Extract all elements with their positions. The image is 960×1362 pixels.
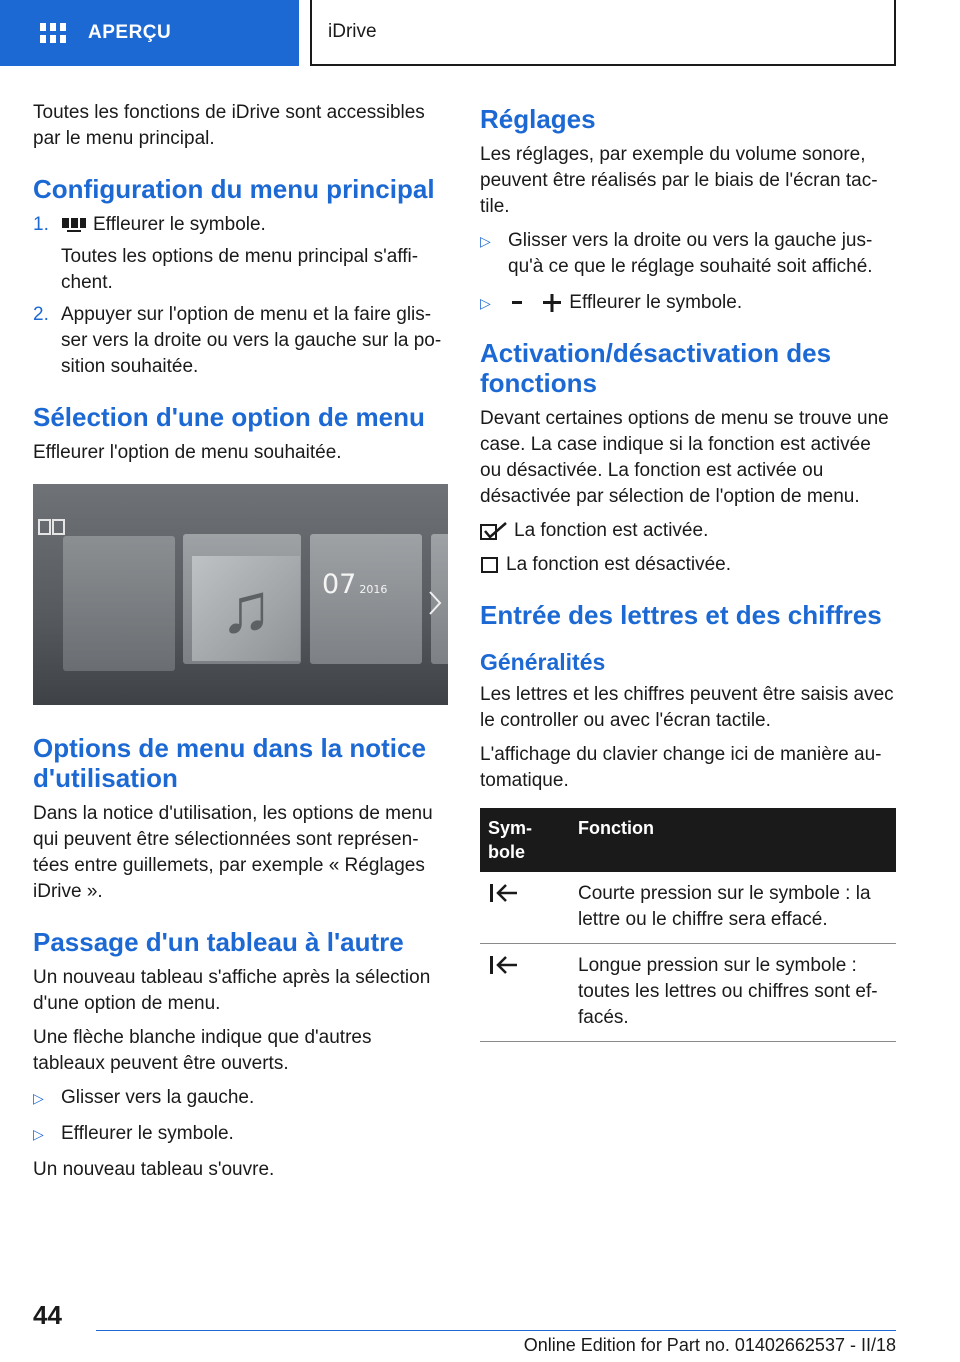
step-1-text: Effleurer le symbole.	[93, 214, 266, 235]
plus-icon	[541, 293, 563, 313]
backspace-icon	[488, 953, 520, 977]
generalites-text-1: Les lettres et les chiffres peuvent être saisis avec le controller ou avec l'écran tactile.	[480, 684, 894, 731]
screen-top-icon	[37, 516, 67, 538]
table-cell-symbol	[480, 944, 570, 1042]
chevron-right-icon[interactable]	[428, 590, 442, 616]
checkbox-empty-icon	[480, 555, 500, 575]
table-header-function: Fonction	[570, 808, 896, 872]
calendar-year: 2016	[359, 583, 388, 596]
table-cell-function: Courte pression sur le symbole : la lettre ou le chiffre sera effacé.	[570, 872, 896, 944]
step-2-text: Appuyer sur l'option de menu et la faire glisser vers la droite ou vers la gauche sur la position souhaitée.	[61, 304, 442, 377]
reglages-text: Les réglages, par exemple du volume sonore, peuvent être réalisés par le biais de l'écran tactile.	[480, 144, 878, 217]
list-item-text: Effleurer le symbole.	[61, 1123, 234, 1144]
step-2	[33, 302, 448, 380]
calendar-day: 07	[322, 569, 357, 600]
activated-text: La fonction est activée.	[514, 520, 709, 541]
table-header-symbol: Symbole	[480, 808, 570, 872]
heading-reglages: Réglages	[480, 104, 596, 134]
table-row	[480, 872, 896, 944]
heading-passage: Passage d'un tableau à l'autre	[33, 927, 404, 957]
calendar-date	[322, 569, 388, 603]
list-item-text: Glisser vers la gauche.	[61, 1087, 255, 1108]
left-column	[33, 100, 448, 1191]
list-item	[480, 228, 896, 280]
grid-icon	[40, 22, 66, 44]
minus-icon	[508, 293, 530, 313]
page-number: 44	[33, 1300, 62, 1330]
heading-select: Sélection d'une option de menu	[33, 402, 425, 432]
table-cell-symbol	[480, 872, 570, 944]
step-2-number: 2.	[33, 304, 49, 325]
activated-line	[480, 518, 896, 544]
passage-end-text: Un nouveau tableau s'ouvre.	[33, 1159, 275, 1180]
list-item	[33, 1121, 448, 1147]
options-text: Dans la notice d'utilisation, les options de menu qui peuvent être sélectionnées sont représentées entre guillemets, par exemple « Réglages iDrive ».	[33, 803, 433, 902]
main-menu-icon	[61, 217, 87, 233]
chapter-title	[310, 0, 896, 66]
passage-text-2: Une flèche blanche indique que d'autres tableaux peuvent être ouverts.	[33, 1027, 372, 1074]
heading-config: Configuration du menu principal	[33, 174, 435, 204]
symbol-table	[480, 808, 896, 1042]
heading-generalites: Généralités	[480, 649, 606, 675]
right-column	[480, 100, 896, 1042]
footer-divider	[96, 1330, 896, 1331]
triangle-bullet-icon: ▷	[33, 1090, 44, 1106]
heading-activation: Activation/désactivation des fonctions	[480, 338, 832, 398]
idrive-screen-image	[33, 484, 448, 705]
step-1-result: Toutes les options de menu principal s'affichent.	[61, 246, 419, 293]
chapter-title-text: iDrive	[328, 21, 377, 42]
overview-tab-label: APERÇU	[88, 22, 172, 43]
step-1	[33, 212, 448, 296]
generalites-text-2: L'affichage du clavier change ici de manière automatique.	[480, 744, 882, 791]
deactivated-line	[480, 552, 896, 578]
heading-entree: Entrée des lettres et des chiffres	[480, 600, 882, 630]
list-item-text: Effleurer le symbole.	[569, 292, 743, 313]
triangle-bullet-icon: ▷	[480, 233, 491, 249]
menu-tile-vehicle	[63, 536, 175, 671]
intro-text: Toutes les fonctions de iDrive sont accessibles par le menu principal.	[33, 102, 425, 149]
overview-tab[interactable]	[0, 0, 299, 66]
checkbox-checked-icon	[480, 521, 508, 541]
passage-text-1: Un nouveau tableau s'affiche après la sélection d'une option de menu.	[33, 967, 431, 1014]
heading-options: Options de menu dans la notice d'utilisation	[33, 733, 426, 793]
triangle-bullet-icon: ▷	[480, 295, 491, 311]
triangle-bullet-icon: ▷	[33, 1126, 44, 1142]
backspace-icon	[488, 881, 520, 905]
table-row	[480, 944, 896, 1042]
list-item-text: Glisser vers la droite ou vers la gauche jusqu'à ce que le réglage souhaité soit affiché.	[508, 230, 873, 277]
music-note-icon: ♫	[192, 556, 300, 661]
deactivated-text: La fonction est désactivée.	[506, 554, 731, 575]
select-text: Effleurer l'option de menu souhaitée.	[33, 442, 342, 463]
list-item	[480, 290, 896, 316]
step-1-number: 1.	[33, 214, 49, 235]
edition-footer: Online Edition for Part no. 01402662537 - II/18	[523, 1335, 896, 1355]
table-cell-function: Longue pression sur le symbole : toutes les lettres ou chiffres sont effacés.	[570, 944, 896, 1042]
activation-text: Devant certaines options de menu se trouve une case. La case indique si la fonction est activée ou désactivée. La fonction est activée ou désactivée par sélection de l'option de menu.	[480, 408, 889, 507]
list-item	[33, 1085, 448, 1111]
